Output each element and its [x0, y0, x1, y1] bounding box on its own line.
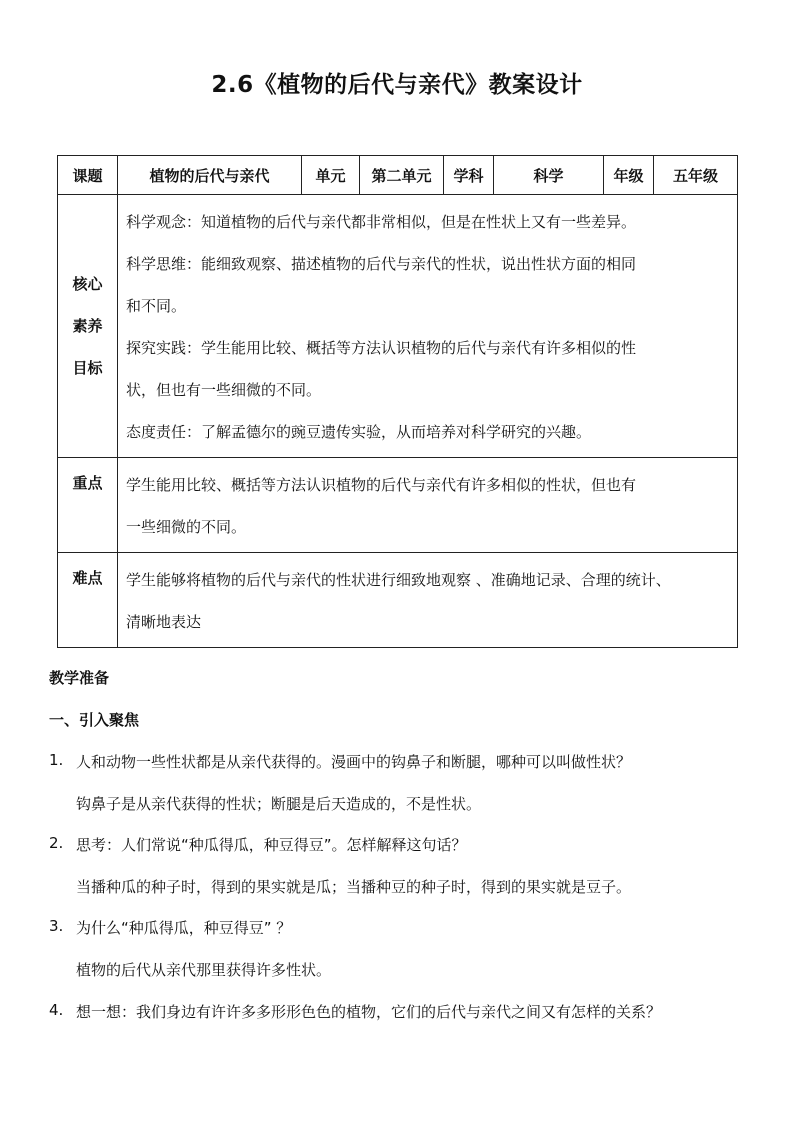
- header-cell-unit-value: 第二单元: [360, 156, 444, 195]
- lesson-info-table: [57, 155, 738, 648]
- header-cell-grade-value: 五年级: [654, 156, 738, 195]
- core-goal-line: 探究实践：学生能用比较、概括等方法认识植物的后代与亲代有许多相似的性: [126, 339, 637, 357]
- difficulty-label: 难点: [58, 553, 118, 648]
- header-cell-topic-label: 课题: [58, 156, 118, 195]
- key-points-label: 重点: [58, 458, 118, 553]
- header-cell-topic-value: 植物的后代与亲代: [118, 156, 302, 195]
- difficulty-line: 清晰地表达: [126, 613, 202, 631]
- section-teaching-prep: 教学准备: [49, 669, 110, 687]
- item-question: 人和动物一些性状都是从亲代获得的。漫画中的钩鼻子和断腿，哪种可以叫做性状？: [76, 753, 632, 771]
- item-answer: 当播种瓜的种子时，得到的果实就是瓜；当播种豆的种子时，得到的果实就是豆子。: [76, 878, 632, 896]
- difficulty-content: [118, 553, 738, 648]
- key-point-line: 一些细微的不同。: [126, 518, 247, 536]
- item-answer: 植物的后代从亲代那里获得许多性状。: [76, 961, 332, 979]
- item-answer: 钩鼻子是从亲代获得的性状；断腿是后天造成的，不是性状。: [76, 795, 482, 813]
- item-number: 2.: [49, 834, 64, 852]
- item-question: 为什么“种瓜得瓜，种豆得豆” ？: [76, 919, 292, 937]
- key-points-row: [58, 458, 738, 553]
- section-intro-focus: 一、引入聚焦: [49, 711, 140, 729]
- header-cell-grade-label: 年级: [604, 156, 654, 195]
- core-goal-line: 态度责任：了解孟德尔的豌豆遗传实验，从而培养对科学研究的兴趣。: [126, 423, 592, 441]
- header-cell-unit-label: 单元: [302, 156, 360, 195]
- difficulty-line: 学生能够将植物的后代与亲代的性状进行细致地观察 、准确地记录、合理的统计、: [126, 571, 671, 589]
- core-label-line: 核心: [72, 275, 103, 293]
- core-goals-content: [118, 195, 738, 458]
- core-goal-line: 和不同。: [126, 297, 187, 315]
- item-number: 1.: [49, 751, 64, 769]
- core-goal-line: 科学思维：能细致观察、描述植物的后代与亲代的性状，说出性状方面的相同: [126, 255, 637, 273]
- core-goal-line: 科学观念：知道植物的后代与亲代都非常相似，但是在性状上又有一些差异。: [126, 213, 637, 231]
- core-goal-line: 状，但也有一些细微的不同。: [126, 381, 322, 399]
- item-number: 4.: [49, 1001, 64, 1019]
- key-points-content: [118, 458, 738, 553]
- item-question: 想一想：我们身边有许许多多形形色色的植物，它们的后代与亲代之间又有怎样的关系？: [76, 1003, 662, 1021]
- core-label-line: 素养: [72, 317, 103, 335]
- item-question: 思考：人们常说“种瓜得瓜，种豆得豆”。怎样解释这句话？: [76, 836, 467, 854]
- key-point-line: 学生能用比较、概括等方法认识植物的后代与亲代有许多相似的性状，但也有: [126, 476, 637, 494]
- core-goals-label: [58, 195, 118, 458]
- difficulty-row: [58, 553, 738, 648]
- item-number: 3.: [49, 917, 64, 935]
- header-cell-subject-label: 学科: [444, 156, 494, 195]
- core-label-line: 目标: [72, 359, 103, 377]
- core-goals-row: [58, 195, 738, 458]
- table-header-row: [58, 156, 738, 195]
- header-cell-subject-value: 科学: [494, 156, 604, 195]
- document-title: 2.6《植物的后代与亲代》教案设计: [211, 72, 583, 98]
